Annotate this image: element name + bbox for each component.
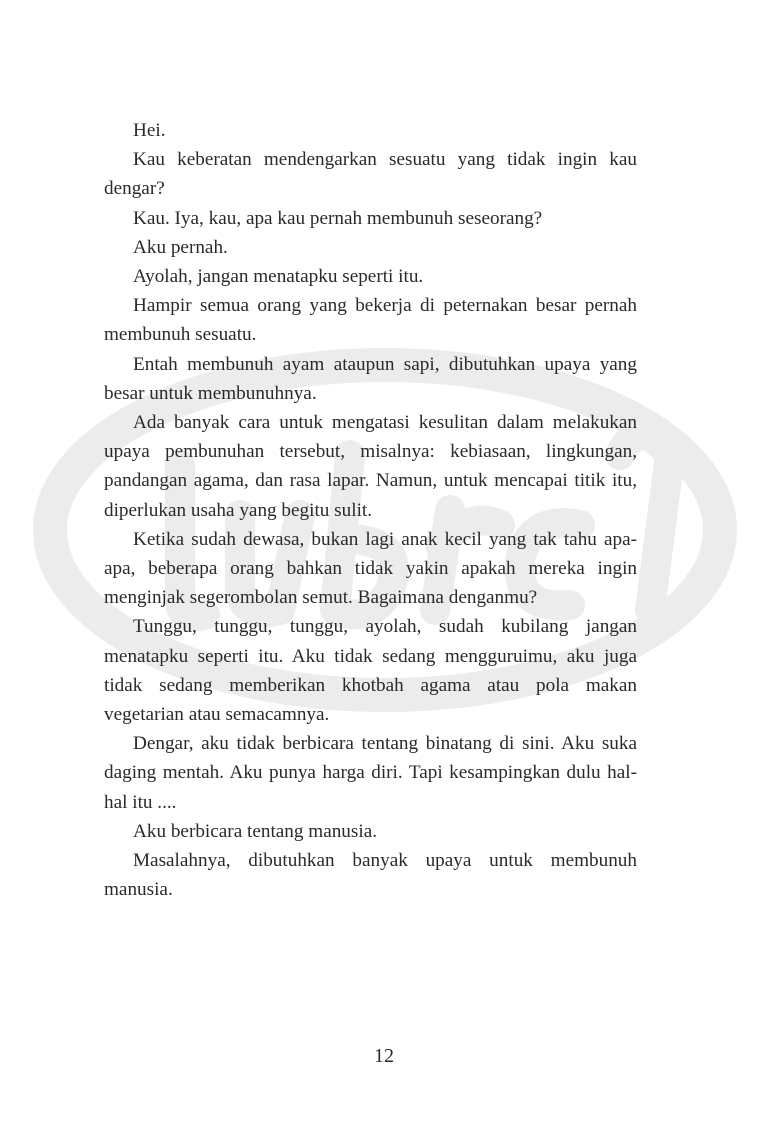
body-text <box>104 116 637 904</box>
paragraph: Ayolah, jangan menatapku seperti itu. <box>133 266 424 288</box>
paragraph: Aku berbicara tentang manusia. <box>133 820 378 842</box>
paragraph: Ada banyak cara untuk mengatasi kesulitan dalam melakukan upaya pembunuhan tersebut, misalnya: kebiasaan, lingkungan, pandangan agama, dan rasa lapar. Namun, untuk mencapai titik itu, diperlukan usaha yang begitu sulit. <box>104 412 637 521</box>
page-number: 12 <box>374 1045 394 1067</box>
paragraph: Kau keberatan mendengarkan sesuatu yang tidak ingin kau dengar? <box>104 149 637 200</box>
paragraph: Masalahnya, dibutuhkan banyak upaya untuk membunuh manusia. <box>104 850 637 901</box>
paragraph: Hei. <box>133 120 166 141</box>
paragraph: Ketika sudah dewasa, bukan lagi anak kecil yang tak tahu apa-apa, beberapa orang bahkan tidak yakin apakah mereka ingin menginjak segerombolan semut. Bagaimana denganmu? <box>104 528 637 609</box>
paragraph: Kau. Iya, kau, apa kau pernah membunuh seseorang? <box>133 207 543 229</box>
paragraph: Hampir semua orang yang bekerja di peternakan besar pernah membunuh sesuatu. <box>104 295 637 346</box>
paragraph: Tunggu, tunggu, tunggu, ayolah, sudah kubilang jangan menatapku seperti itu. Aku tidak sedang mengguruimu, aku juga tidak sedang memberikan khotbah agama atau pola makan vegetarian atau semacamnya. <box>104 616 637 726</box>
paragraph: Entah membunuh ayam ataupun sapi, dibutuhkan upaya yang besar untuk membunuhnya. <box>104 353 637 404</box>
paragraph: Dengar, aku tidak berbicara tentang binatang di sini. Aku suka daging mentah. Aku punya harga diri. Tapi kesampingkan dulu hal-hal itu .... <box>104 733 637 813</box>
paragraph: Aku pernah. <box>133 236 228 258</box>
